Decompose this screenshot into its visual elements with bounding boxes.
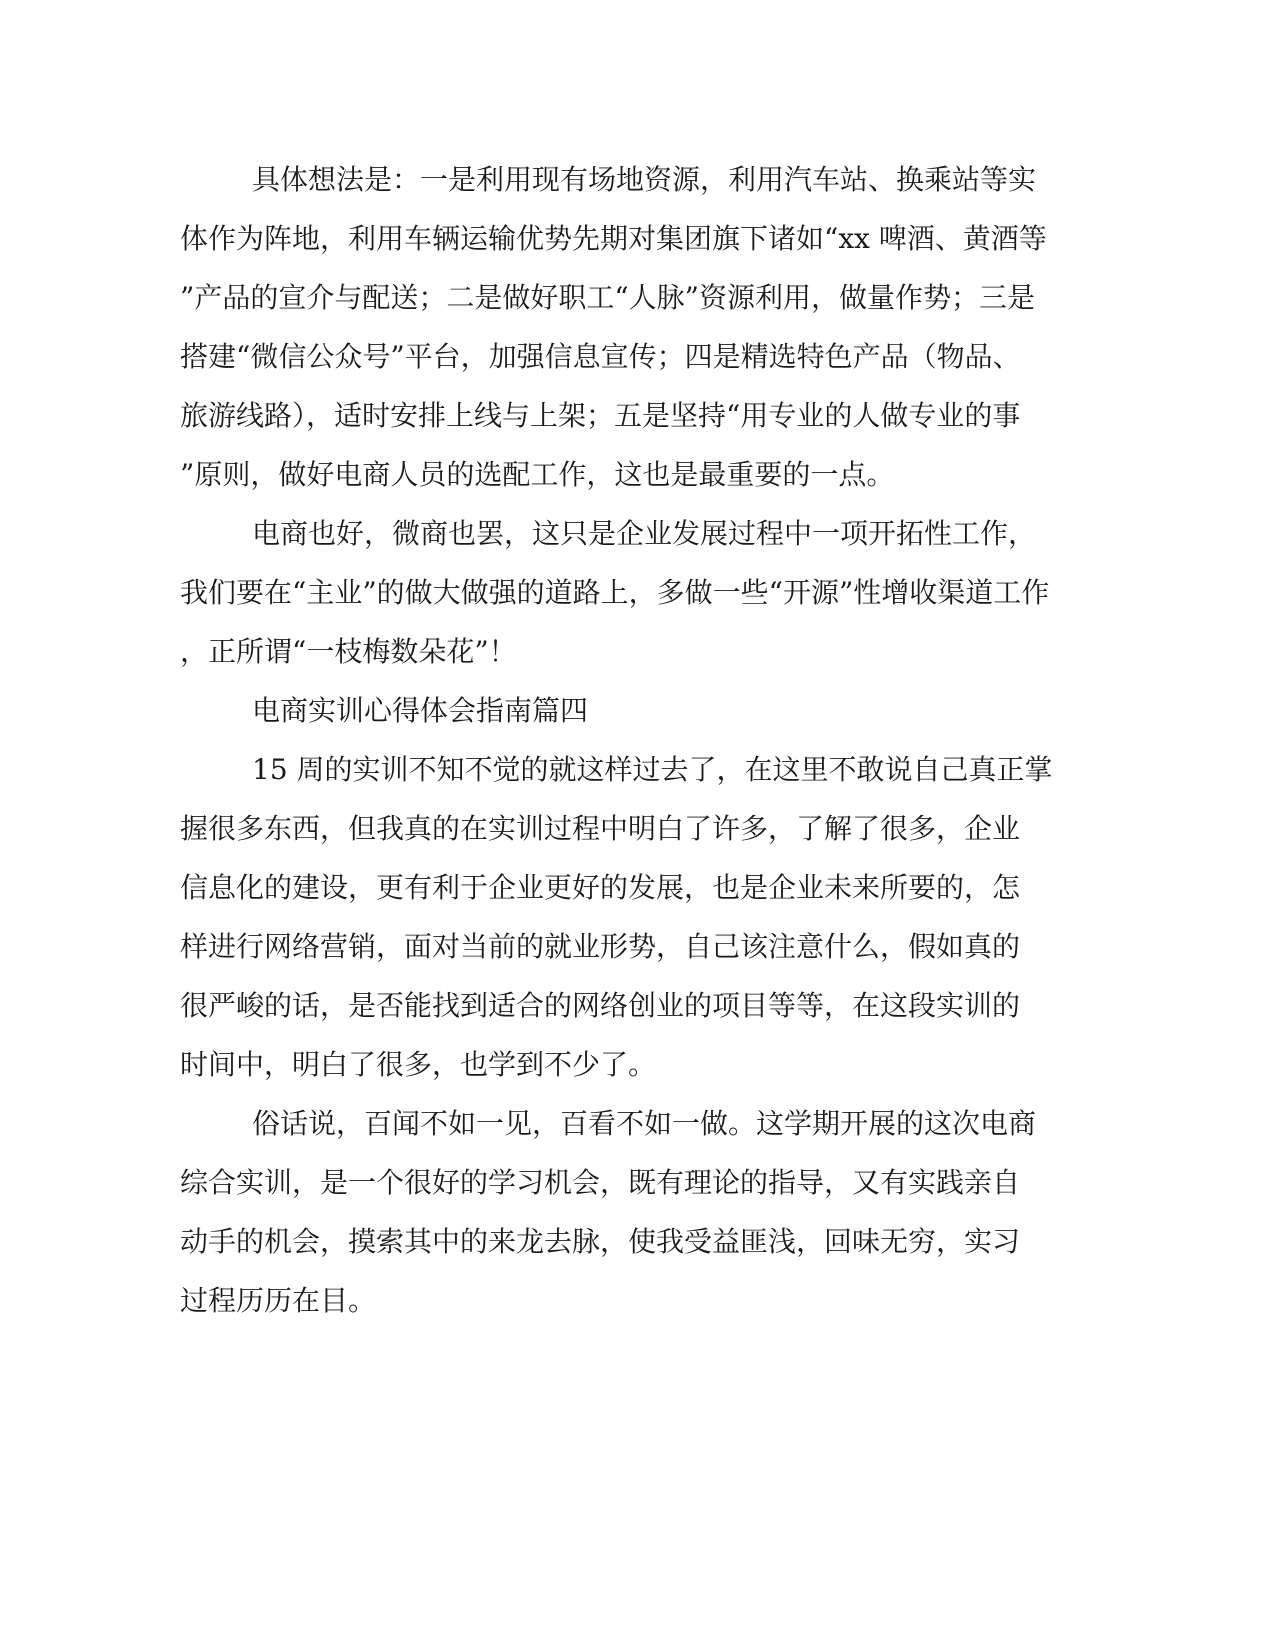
text-line: 样进行网络营销，面对当前的就业形势，自己该注意什么，假如真的 bbox=[180, 930, 1021, 963]
text-line: 体作为阵地，利用车辆运输优势先期对集团旗下诸如“xx 啤酒、黄酒等 bbox=[180, 222, 1047, 255]
text-line: 过程历历在目。 bbox=[180, 1284, 377, 1317]
text-line: 我们要在“主业”的做大做强的道路上，多做一些“开源”性增收渠道工作 bbox=[180, 576, 1050, 609]
text-line: 俗话说，百闻不如一见，百看不如一做。这学期开展的这次电商 bbox=[252, 1107, 1037, 1140]
text-line: 旅游线路），适时安排上线与上架；五是坚持“用专业的人做专业的事 bbox=[180, 399, 1021, 432]
text-line: 搭建“微信公众号”平台，加强信息宣传；四是精选特色产品（物品、 bbox=[180, 340, 1021, 373]
text-line: 电商也好，微商也罢，这只是企业发展过程中一项开拓性工作， bbox=[252, 517, 1037, 550]
text-line: 具体想法是：一是利用现有场地资源，利用汽车站、换乘站等实 bbox=[252, 163, 1037, 196]
text-line: ”产品的宣介与配送；二是做好职工“人脉”资源利用，做量作势；三是 bbox=[180, 281, 1035, 314]
text-line: 信息化的建设，更有利于企业更好的发展，也是企业未来所要的，怎 bbox=[180, 871, 1021, 904]
text-line: 15 周的实训不知不觉的就这样过去了，在这里不敢说自己真正掌 bbox=[252, 753, 1053, 786]
text-line: 时间中，明白了很多，也学到不少了。 bbox=[180, 1048, 657, 1081]
text-line: 很严峻的话，是否能找到适合的网络创业的项目等等，在这段实训的 bbox=[180, 989, 1021, 1022]
section-heading: 电商实训心得体会指南篇四 bbox=[252, 694, 589, 727]
text-line: 动手的机会，摸索其中的来龙去脉，使我受益匪浅，回味无穷，实习 bbox=[180, 1225, 1021, 1258]
text-line: ，正所谓“一枝梅数朵花”！ bbox=[180, 635, 517, 668]
text-line: 握很多东西，但我真的在实训过程中明白了许多，了解了很多，企业 bbox=[180, 812, 1021, 845]
text-line: ”原则，做好电商人员的选配工作，这也是最重要的一点。 bbox=[180, 458, 895, 491]
text-line: 综合实训，是一个很好的学习机会，既有理论的指导，又有实践亲自 bbox=[180, 1166, 1021, 1199]
